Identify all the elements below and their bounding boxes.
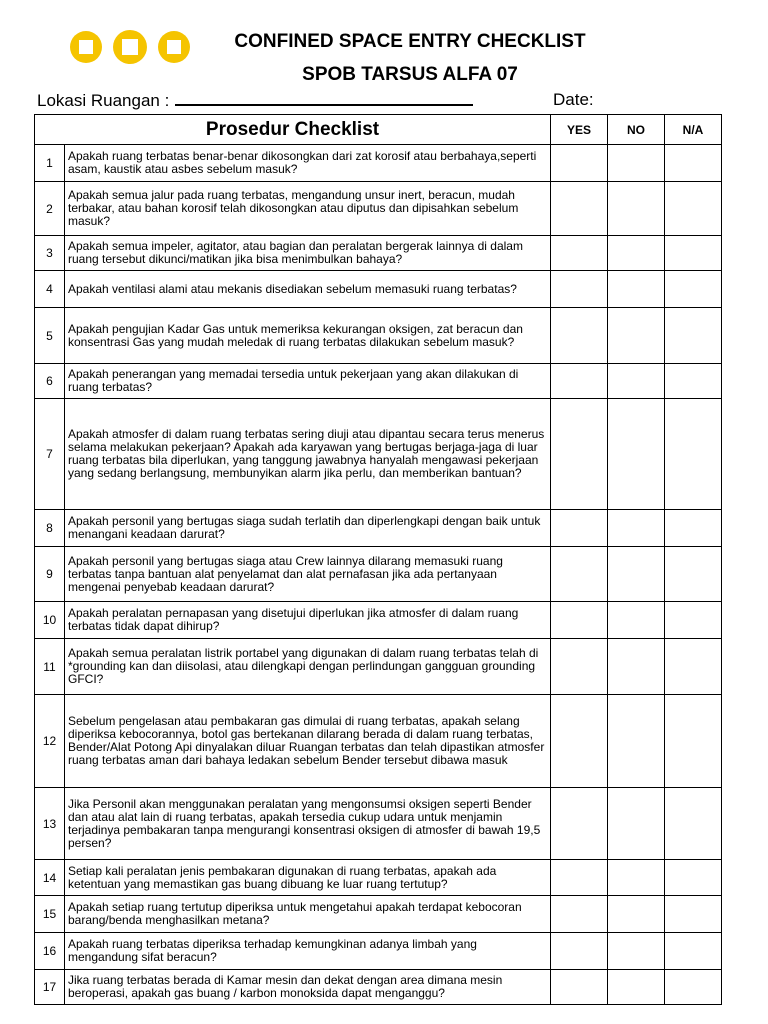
row-number: 1 — [35, 145, 65, 182]
row-number: 7 — [35, 399, 65, 510]
no-checkbox-cell[interactable] — [608, 510, 665, 547]
na-checkbox-cell[interactable] — [665, 970, 722, 1005]
row-number: 9 — [35, 547, 65, 602]
row-number: 13 — [35, 788, 65, 860]
table-row — [35, 639, 722, 695]
na-checkbox-cell[interactable] — [665, 896, 722, 933]
na-checkbox-cell[interactable] — [665, 308, 722, 364]
question-text: Apakah ruang terbatas benar-benar dikosongkan dari zat korosif atau berbahaya,seperti asam, kaustik atau asbes sebelum masuk? — [65, 145, 551, 182]
document-title: CONFINED SPACE ENTRY CHECKLIST — [234, 31, 586, 52]
question-text: Setiap kali peralatan jenis pembakaran digunakan di ruang terbatas, apakah ada ketentuan yang memastikan gas buang dibuang ke luar ruang tertutup? — [65, 860, 551, 896]
date-label: Date: — [553, 90, 594, 109]
checklist-table — [34, 114, 722, 1005]
question-text: Apakah pengujian Kadar Gas untuk memeriksa kekurangan oksigen, zat beracun dan konsentrasi Gas yang mudah meledak di ruang terbatas dilakukan sebelum masuk? — [65, 308, 551, 364]
no-checkbox-cell[interactable] — [608, 933, 665, 970]
table-row — [35, 970, 722, 1005]
no-checkbox-cell[interactable] — [608, 970, 665, 1005]
no-checkbox-cell[interactable] — [608, 860, 665, 896]
row-number: 2 — [35, 182, 65, 236]
table-row — [35, 860, 722, 896]
yes-checkbox-cell[interactable] — [551, 399, 608, 510]
location-label: Lokasi Ruangan : — [37, 91, 170, 110]
na-checkbox-cell[interactable] — [665, 364, 722, 399]
question-text: Apakah atmosfer di dalam ruang terbatas sering diuji atau dipantau secara terus menerus selama melakukan pekerjaan? Apakah ada karyawan yang bertugas berjaga-jaga di luar ruang terbatas bila diperlukan, yang tanggung jawabnya hanyalah mengawasi pekerjaan yang sedang berlangsung, membunyikan alarm jika perlu, dan memberikan bantuan? — [65, 399, 551, 510]
no-checkbox-cell[interactable] — [608, 602, 665, 639]
na-checkbox-cell[interactable] — [665, 933, 722, 970]
row-number: 4 — [35, 271, 65, 308]
yes-checkbox-cell[interactable] — [551, 695, 608, 788]
row-number: 11 — [35, 639, 65, 695]
yes-checkbox-cell[interactable] — [551, 896, 608, 933]
yes-checkbox-cell[interactable] — [551, 510, 608, 547]
na-header: N/A — [665, 115, 722, 145]
yes-checkbox-cell[interactable] — [551, 933, 608, 970]
no-checkbox-cell[interactable] — [608, 145, 665, 182]
table-row — [35, 236, 722, 271]
na-checkbox-cell[interactable] — [665, 695, 722, 788]
question-text: Apakah penerangan yang memadai tersedia untuk pekerjaan yang akan dilakukan di ruang terbatas? — [65, 364, 551, 399]
question-text: Apakah setiap ruang tertutup diperiksa untuk mengetahui apakah terdapat kebocoran barang/benda menghasilkan metana? — [65, 896, 551, 933]
table-row — [35, 364, 722, 399]
no-checkbox-cell[interactable] — [608, 364, 665, 399]
na-checkbox-cell[interactable] — [665, 145, 722, 182]
location-input-line[interactable] — [175, 90, 473, 106]
table-row — [35, 145, 722, 182]
table-row — [35, 399, 722, 510]
question-text: Sebelum pengelasan atau pembakaran gas dimulai di ruang terbatas, apakah selang diperiksa kebocorannya, botol gas bertekanan dilarang berada di dalam ruang terbatas, Bender/Alat Potong Api dinyalakan diluar Ruangan terbatas dan telah dipastikan atmosfer ruang terbatas aman dari bahaya ledakan sebelum Bender tersebut dibawa masuk — [65, 695, 551, 788]
na-checkbox-cell[interactable] — [665, 271, 722, 308]
location-field[interactable] — [37, 90, 473, 111]
yes-checkbox-cell[interactable] — [551, 639, 608, 695]
question-text: Apakah ventilasi alami atau mekanis disediakan sebelum memasuki ruang terbatas? — [65, 271, 551, 308]
yes-header: YES — [551, 115, 608, 145]
yes-checkbox-cell[interactable] — [551, 236, 608, 271]
yes-checkbox-cell[interactable] — [551, 308, 608, 364]
company-logo — [68, 30, 192, 64]
na-checkbox-cell[interactable] — [665, 602, 722, 639]
yes-checkbox-cell[interactable] — [551, 788, 608, 860]
no-checkbox-cell[interactable] — [608, 788, 665, 860]
question-text: Apakah peralatan pernapasan yang disetujui diperlukan jika atmosfer di dalam ruang terbatas tidak dapat dihirup? — [65, 602, 551, 639]
table-row — [35, 933, 722, 970]
no-header: NO — [608, 115, 665, 145]
table-row — [35, 602, 722, 639]
na-checkbox-cell[interactable] — [665, 510, 722, 547]
na-checkbox-cell[interactable] — [665, 788, 722, 860]
no-checkbox-cell[interactable] — [608, 695, 665, 788]
table-row — [35, 271, 722, 308]
yes-checkbox-cell[interactable] — [551, 271, 608, 308]
table-row — [35, 308, 722, 364]
table-header-row — [35, 115, 722, 145]
row-number: 6 — [35, 364, 65, 399]
question-text: Jika ruang terbatas berada di Kamar mesin dan dekat dengan area dimana mesin beroperasi, apakah gas buang / karbon monoksida dapat menganggu? — [65, 970, 551, 1005]
row-number: 3 — [35, 236, 65, 271]
na-checkbox-cell[interactable] — [665, 182, 722, 236]
na-checkbox-cell[interactable] — [665, 860, 722, 896]
yes-checkbox-cell[interactable] — [551, 970, 608, 1005]
row-number: 10 — [35, 602, 65, 639]
question-text: Apakah personil yang bertugas siaga sudah terlatih dan diperlengkapi dengan baik untuk menangani keadaan darurat? — [65, 510, 551, 547]
row-number: 16 — [35, 933, 65, 970]
procedure-header: Prosedur Checklist — [35, 115, 551, 145]
question-text: Apakah semua peralatan listrik portabel yang digunakan di dalam ruang terbatas telah di *grounding kan dan diisolasi, atau dilengkapi dengan perlindungan gangguan grounding GFCI? — [65, 639, 551, 695]
document-subtitle: SPOB TARSUS ALFA 07 — [302, 64, 518, 85]
table-row — [35, 896, 722, 933]
no-checkbox-cell[interactable] — [608, 896, 665, 933]
yes-checkbox-cell[interactable] — [551, 602, 608, 639]
table-row — [35, 788, 722, 860]
yes-checkbox-cell[interactable] — [551, 145, 608, 182]
question-text: Jika Personil akan menggunakan peralatan yang mengonsumsi oksigen seperti Bender dan atau alat lain di ruang terbatas, apakah tersedia cukup udara untuk menjamin terjadinya pembakaran tanpa mengurangi konsentrasi oksigen di atmosfer di bawah 19,5 persen? — [65, 788, 551, 860]
question-text: Apakah ruang terbatas diperiksa terhadap kemungkinan adanya limbah yang mengandung sifat beracun? — [65, 933, 551, 970]
na-checkbox-cell[interactable] — [665, 547, 722, 602]
no-checkbox-cell[interactable] — [608, 399, 665, 510]
na-checkbox-cell[interactable] — [665, 639, 722, 695]
na-checkbox-cell[interactable] — [665, 399, 722, 510]
table-row — [35, 182, 722, 236]
question-text: Apakah personil yang bertugas siaga atau Crew lainnya dilarang memasuki ruang terbatas tanpa bantuan alat penyelamat dan alat pernafasan jika ada pertanyaan mengenai penyebab keadaan darurat? — [65, 547, 551, 602]
no-checkbox-cell[interactable] — [608, 308, 665, 364]
yes-checkbox-cell[interactable] — [551, 547, 608, 602]
yes-checkbox-cell[interactable] — [551, 364, 608, 399]
na-checkbox-cell[interactable] — [665, 236, 722, 271]
no-checkbox-cell[interactable] — [608, 271, 665, 308]
row-number: 14 — [35, 860, 65, 896]
table-row — [35, 510, 722, 547]
table-row — [35, 547, 722, 602]
no-checkbox-cell[interactable] — [608, 182, 665, 236]
row-number: 12 — [35, 695, 65, 788]
no-checkbox-cell[interactable] — [608, 639, 665, 695]
row-number: 17 — [35, 970, 65, 1005]
yes-checkbox-cell[interactable] — [551, 860, 608, 896]
yes-checkbox-cell[interactable] — [551, 182, 608, 236]
question-text: Apakah semua jalur pada ruang terbatas, mengandung unsur inert, beracun, mudah terbakar, atau bahan korosif telah dikosongkan atau diputus dan dipisahkan sebelum masuk? — [65, 182, 551, 236]
no-checkbox-cell[interactable] — [608, 236, 665, 271]
row-number: 15 — [35, 896, 65, 933]
question-text: Apakah semua impeler, agitator, atau bagian dan peralatan bergerak lainnya di dalam ruang tersebut dikunci/matikan jika bisa menimbulkan bahaya? — [65, 236, 551, 271]
row-number: 8 — [35, 510, 65, 547]
table-row — [35, 695, 722, 788]
row-number: 5 — [35, 308, 65, 364]
no-checkbox-cell[interactable] — [608, 547, 665, 602]
